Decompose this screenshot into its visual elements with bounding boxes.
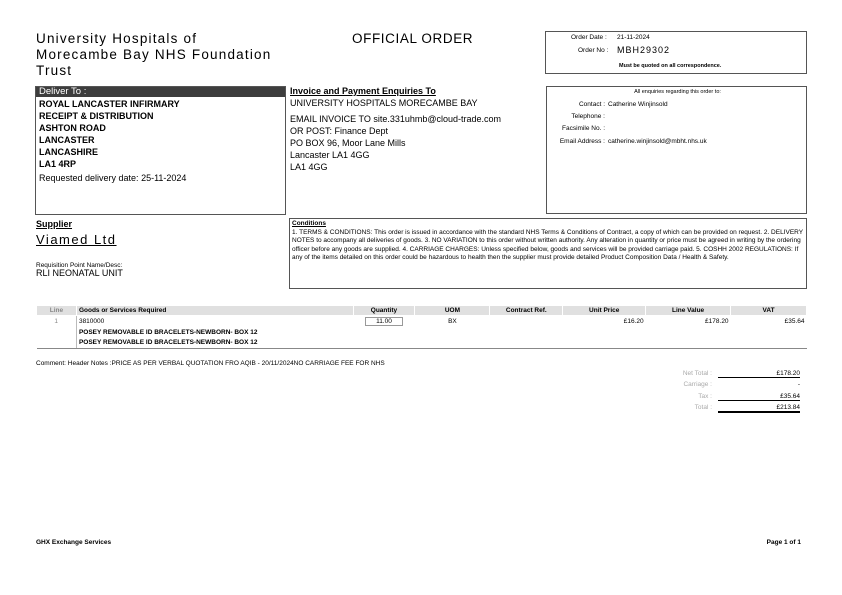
order-info-box: [545, 31, 807, 74]
total-label: Total :: [694, 404, 712, 411]
contact-value: Catherine Winjinsold: [608, 101, 668, 108]
item-line: 1: [54, 317, 59, 325]
col-unit-price: Unit Price: [563, 306, 646, 316]
email-label: Email Address :: [559, 138, 605, 145]
col-goods: Goods or Services Required: [76, 306, 353, 316]
deliver-to-box: [35, 86, 286, 215]
requested-delivery-date: Requested delivery date: 25-11-2024: [39, 173, 187, 183]
hospital-name-line: Morecambe Bay NHS Foundation: [36, 47, 272, 62]
order-items-table: [36, 305, 807, 349]
deliver-to-heading: Deliver To :: [36, 87, 285, 97]
contact-label: Contact :: [578, 101, 605, 108]
order-note: Must be quoted on all correspondence.: [619, 63, 722, 69]
net-total-value: £178.20: [718, 370, 800, 378]
table-row: [37, 327, 807, 338]
invoice-email-line: EMAIL INVOICE TO site.331uhmb@cloud-trade.com: [290, 114, 502, 124]
col-contract: Contract Ref.: [490, 306, 563, 316]
hospital-name-line: Trust: [36, 63, 73, 78]
invoice-heading: Invoice and Payment Enquiries To: [290, 86, 436, 96]
carriage-label: Carriage :: [683, 381, 712, 388]
item-line-value: £178.20: [705, 317, 729, 325]
table-row: [37, 338, 807, 349]
invoice-line: Lancaster LA1 4GG: [290, 150, 370, 160]
item-code: 3810000: [76, 316, 353, 327]
conditions-text: 1. TERMS & CONDITIONS: This order is issued in accordance with the standard NHS Terms & Conditions of Contract, a copy of which can be provided on request. 2. DELIVERY NOTES to accompany all deliveries of goods. 3. NO VARIATION to this order without written authority. Any alteration in quantity or price must be agreed in writing by the ordering officer before any goods are supplied. 4. CARRIAGE CHARGES: Unless specified below, goods and services will be provided carriage paid. 5. COSHH 2002 REGULATIONS: If any of the items detailed on this order could be hazardous to health then the supplier must provide detailed Product Composition Data / Health & Safety.: [292, 228, 803, 262]
item-quantity: 11.00: [365, 317, 403, 326]
deliver-address-line: LANCASTER: [39, 135, 95, 145]
conditions-box: [289, 218, 807, 289]
email-value: catherine.winjinsold@mbht.nhs.uk: [608, 138, 707, 145]
invoice-line: LA1 4GG: [290, 162, 328, 172]
invoice-enquiries: [290, 86, 546, 214]
supplier-name: Viamed Ltd: [36, 232, 117, 247]
requisition-value: RLI NEONATAL UNIT: [36, 268, 123, 278]
order-date-value: 21-11-2024: [617, 34, 650, 41]
item-unit-price: £16.20: [623, 317, 644, 325]
item-vat: £35.64: [784, 317, 805, 325]
carriage-value: -: [797, 381, 800, 388]
page-number: Page 1 of 1: [766, 539, 801, 546]
col-line-value: Line Value: [646, 306, 731, 316]
enquiries-note: All enquiries regarding this order to:: [634, 89, 721, 95]
enquiries-box: [546, 86, 807, 214]
table-row: [37, 316, 807, 327]
tax-label: Tax :: [698, 393, 712, 400]
hospital-name-line: University Hospitals of: [36, 31, 198, 46]
footer-left: GHX Exchange Services: [36, 539, 112, 546]
item-contract: [490, 316, 563, 327]
conditions-heading: Conditions: [292, 220, 326, 227]
col-uom: UOM: [415, 306, 490, 316]
deliver-address-line: LA1 4RP: [39, 159, 77, 169]
document-title: OFFICIAL ORDER: [352, 31, 474, 46]
deliver-address-line: ASHTON ROAD: [39, 123, 106, 133]
supplier-heading: Supplier: [36, 219, 73, 229]
requisition-label: Requisition Point Name/Desc:: [36, 262, 123, 269]
invoice-line: UNIVERSITY HOSPITALS MORECAMBE BAY: [290, 98, 478, 108]
col-vat: VAT: [731, 306, 807, 316]
fax-label: Facsimile No. :: [562, 125, 605, 132]
order-no-value: MBH29302: [617, 45, 671, 55]
invoice-line: PO BOX 96, Moor Lane Mills: [290, 138, 406, 148]
deliver-address-line: ROYAL LANCASTER INFIRMARY: [39, 99, 180, 109]
telephone-label: Telephone :: [571, 113, 605, 120]
invoice-line: OR POST: Finance Dept: [290, 126, 389, 136]
item-description: POSEY REMOVABLE ID BRACELETS-NEWBORN- BOX 12: [76, 338, 806, 349]
order-date-label: Order Date :: [571, 34, 607, 41]
deliver-address-line: RECEIPT & DISTRIBUTION: [39, 111, 154, 121]
deliver-address-line: LANCASHIRE: [39, 147, 99, 157]
hospital-name: [36, 31, 306, 79]
total-value: £213.84: [718, 404, 800, 413]
net-total-label: Net Total :: [682, 370, 712, 377]
col-quantity: Quantity: [353, 306, 415, 316]
item-uom: BX: [448, 317, 457, 325]
item-description: POSEY REMOVABLE ID BRACELETS-NEWBORN- BOX 12: [76, 327, 806, 338]
table-header-row: [37, 306, 807, 316]
col-line: Line: [37, 306, 77, 316]
tax-value: £35.64: [718, 393, 800, 401]
header-comment: Comment: Header Notes :PRICE AS PER VERBAL QUOTATION FRO AQIB - 20/11/2024NO CARRIAGE FEE FOR NHS: [36, 360, 385, 367]
deliver-address: [36, 97, 285, 170]
order-no-label: Order No :: [578, 47, 609, 54]
